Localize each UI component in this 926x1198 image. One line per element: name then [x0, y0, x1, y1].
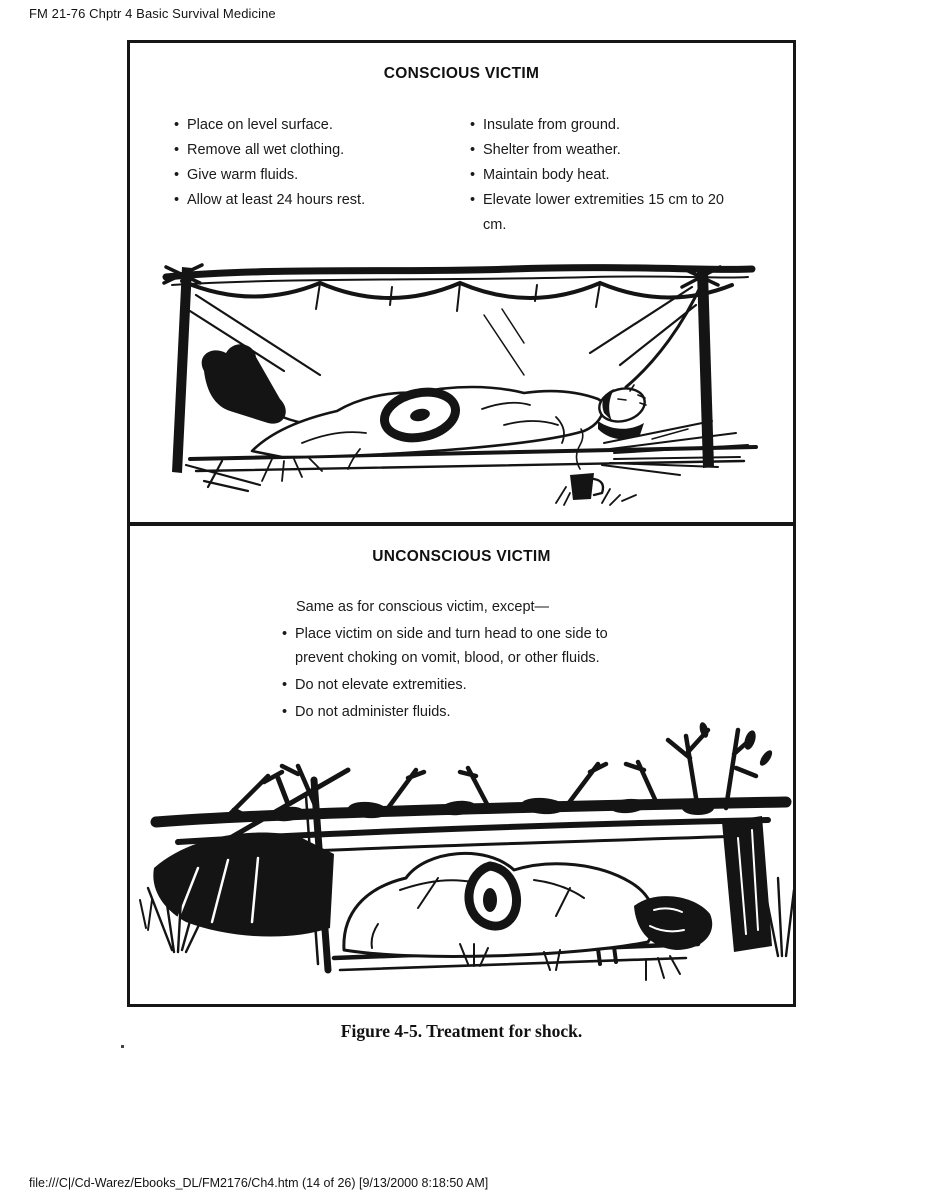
conscious-bullets-left: [174, 113, 384, 238]
scan-artifact-dot: [121, 1045, 124, 1048]
bullet-icon: •: [174, 142, 180, 158]
list-item: • Remove all wet clothing.: [174, 138, 384, 163]
conscious-victim-panel: [130, 43, 793, 526]
list-item: • Insulate from ground.: [470, 113, 734, 138]
list-item: • Allow at least 24 hours rest.: [174, 188, 384, 213]
unconscious-intro-text: Same as for conscious victim, except—: [296, 599, 550, 615]
bullet-icon: •: [470, 117, 476, 133]
conscious-victim-title: CONSCIOUS VICTIM: [383, 65, 540, 82]
list-item: • Elevate lower extremities 15 cm to 20 cm.: [470, 188, 734, 238]
conscious-bullet-columns: [130, 113, 793, 238]
list-item: • Place victim on side and turn head to one side to prevent choking on vomit, blood, or other fluids.: [282, 622, 656, 670]
bullet-icon: •: [282, 626, 288, 642]
conscious-victim-illustration: [152, 253, 797, 511]
page-title: FM 21-76 Chptr 4 Basic Survival Medicine: [29, 6, 276, 21]
figure-4-5-frame: [127, 40, 796, 1007]
bullet-icon: •: [282, 704, 288, 720]
bullet-icon: •: [174, 167, 180, 183]
unconscious-victim-panel: [130, 526, 793, 1003]
list-item: • Do not elevate extremities.: [282, 673, 656, 697]
bullet-icon: •: [174, 117, 180, 133]
list-item: • Place on level surface.: [174, 113, 384, 138]
figure-caption: Figure 4-5. Treatment for shock.: [340, 1021, 583, 1041]
list-item: • Give warm fluids.: [174, 163, 384, 188]
file-path-status: file:///C|/Cd-Warez/Ebooks_DL/FM2176/Ch4.htm (14 of 26) [9/13/2000 8:18:50 AM]: [29, 1176, 489, 1190]
bullet-icon: •: [470, 167, 476, 183]
bullet-icon: •: [470, 192, 476, 208]
victim-body: [344, 853, 712, 956]
unconscious-victim-title: UNCONSCIOUS VICTIM: [372, 548, 551, 565]
bullet-icon: •: [174, 192, 180, 208]
bullet-icon: •: [470, 142, 476, 158]
list-item: • Maintain body heat.: [470, 163, 734, 188]
list-item: • Shelter from weather.: [470, 138, 734, 163]
bullet-icon: •: [282, 677, 288, 693]
conscious-bullets-right: [470, 113, 734, 238]
list-item: • Do not administer fluids.: [282, 700, 656, 724]
unconscious-victim-illustration: [138, 718, 798, 1003]
unconscious-bullets: [282, 622, 656, 724]
